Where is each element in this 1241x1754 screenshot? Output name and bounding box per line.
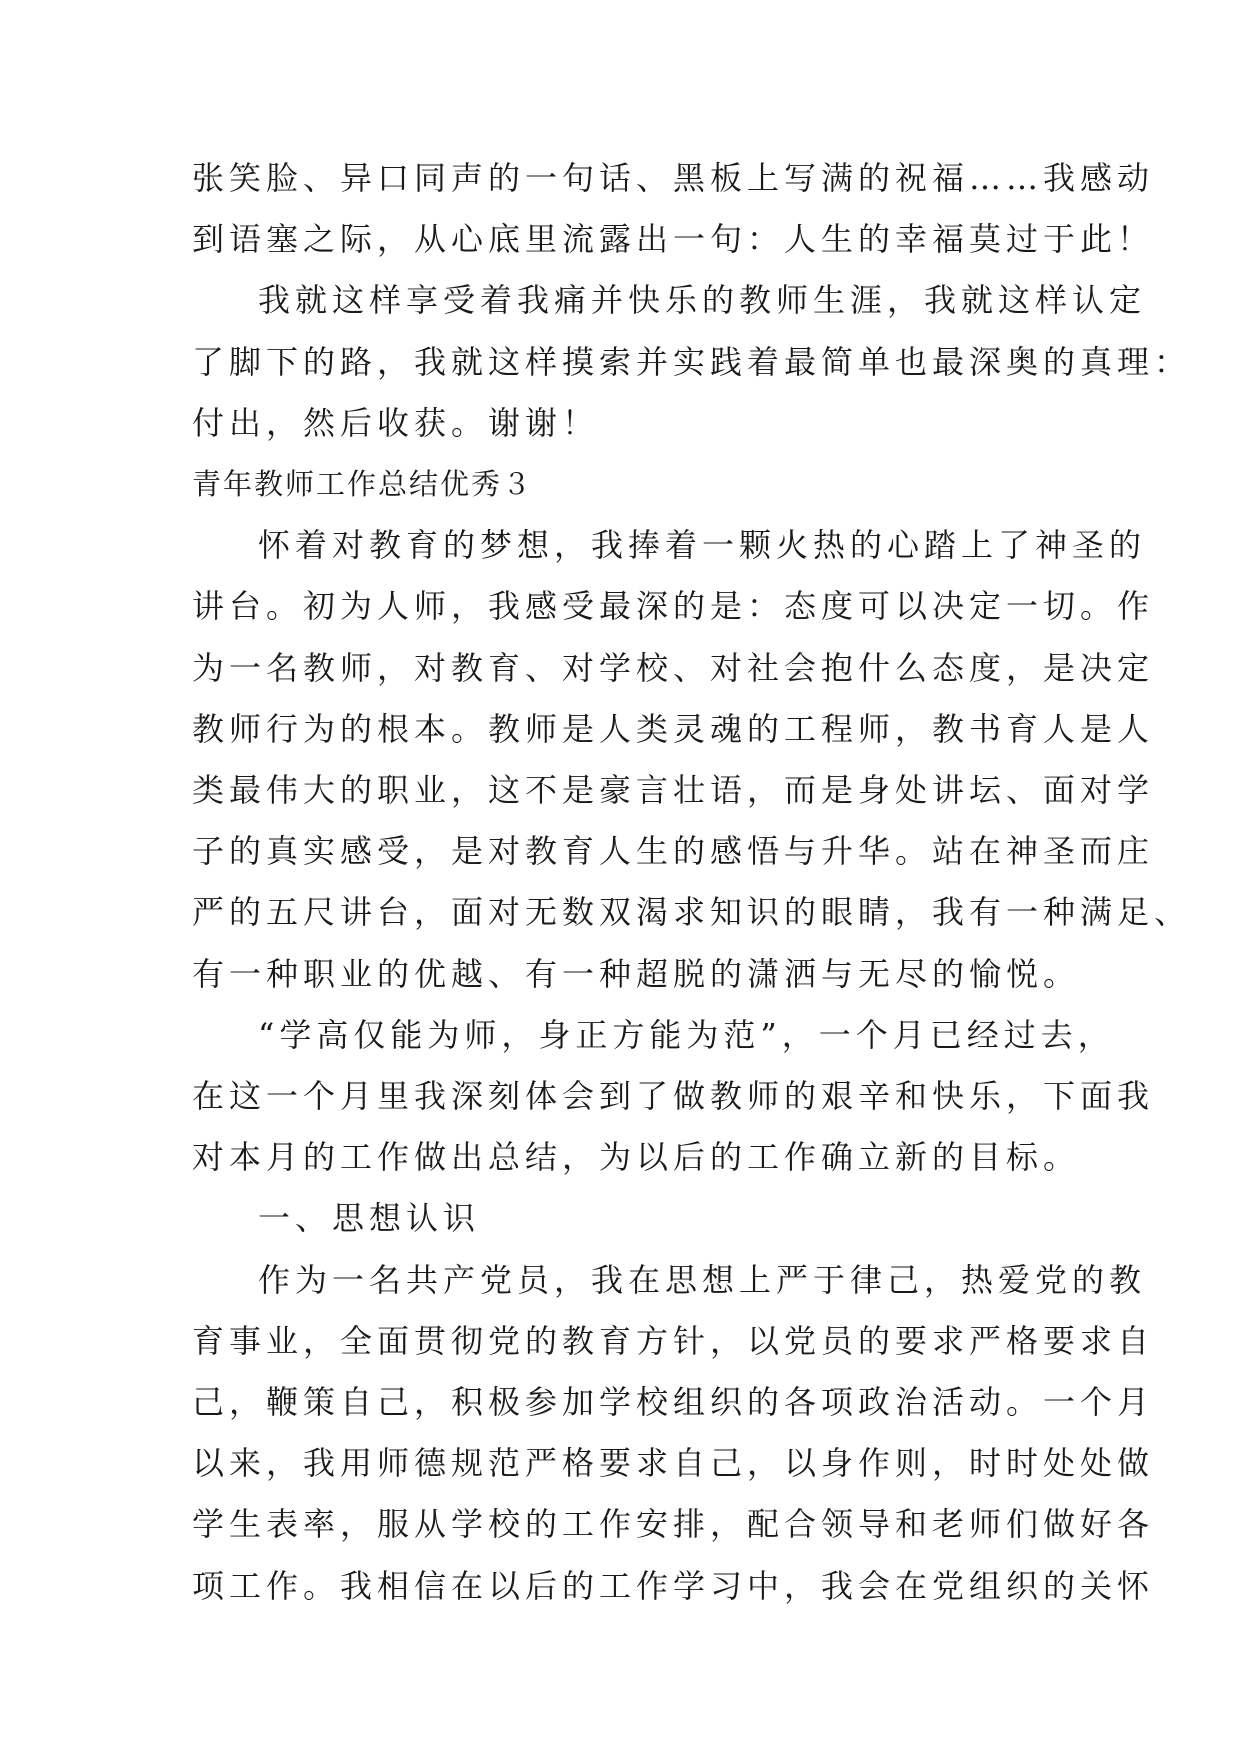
text-line: 子的真实感受，是对教育人生的感悟与升华。站在神圣而庄 bbox=[192, 832, 1155, 871]
text-line: 对本月的工作做出总结，为以后的工作确立新的目标。 bbox=[192, 1138, 1081, 1177]
text-line: 教师行为的根本。教师是人类灵魂的工程师，教书育人是人 bbox=[192, 709, 1155, 748]
text-line: 我就这样享受着我痛并快乐的教师生涯，我就这样认定 bbox=[258, 281, 1147, 320]
text-line: 己，鞭策自己，积极参加学校组织的各项政治活动。一个月 bbox=[192, 1383, 1155, 1421]
text-line: 严的五尺讲台，面对无数双渴求知识的眼睛，我有一种满足、 bbox=[192, 893, 1192, 932]
section-heading: 青年教师工作总结优秀３ bbox=[192, 467, 534, 501]
text-line: 到语塞之际，从心底里流露出一句：人生的幸福莫过于此！ bbox=[192, 220, 1155, 259]
text-line: 在这一个月里我深刻体会到了做教师的艰辛和快乐，下面我 bbox=[192, 1077, 1155, 1115]
text-line: 育事业，全面贯彻党的教育方针，以党员的要求严格要求自 bbox=[192, 1321, 1155, 1360]
text-line: 学生表率，服从学校的工作安排，配合领导和老师们做好各 bbox=[192, 1505, 1155, 1544]
text-line: 了脚下的路，我就这样摸索并实践着最简单也最深奥的真理： bbox=[192, 342, 1192, 381]
text-line: 怀着对教育的梦想，我捧着一颗火热的心踏上了神圣的 bbox=[258, 526, 1147, 565]
text-line: 作为一名共产党员，我在思想上严于律己，热爱党的教 bbox=[258, 1260, 1147, 1299]
text-line: 付出，然后收获。谢谢！ bbox=[192, 403, 600, 442]
text-line: 为一名教师，对教育、对学校、对社会抱什么态度，是决定 bbox=[192, 648, 1155, 687]
text-line: 类最伟大的职业，这不是豪言壮语，而是身处讲坛、面对学 bbox=[192, 771, 1155, 809]
text-line: 以来，我用师德规范严格要求自己，以身作则，时时处处做 bbox=[192, 1444, 1155, 1483]
text-line: 张笑脸、异口同声的一句话、黑板上写满的祝福……我感动 bbox=[192, 159, 1155, 197]
text-line: 讲台。初为人师，我感受最深的是：态度可以决定一切。作 bbox=[192, 587, 1155, 626]
text-line: “学高仅能为师，身正方能为范”，一个月已经过去， bbox=[258, 1015, 1115, 1054]
text-line: 有一种职业的优越、有一种超脱的潇洒与无尽的愉悦。 bbox=[192, 954, 1081, 993]
text-line: 一、思想认识 bbox=[258, 1199, 481, 1238]
text-line: 项工作。我相信在以后的工作学习中，我会在党组织的关怀 bbox=[192, 1566, 1155, 1605]
